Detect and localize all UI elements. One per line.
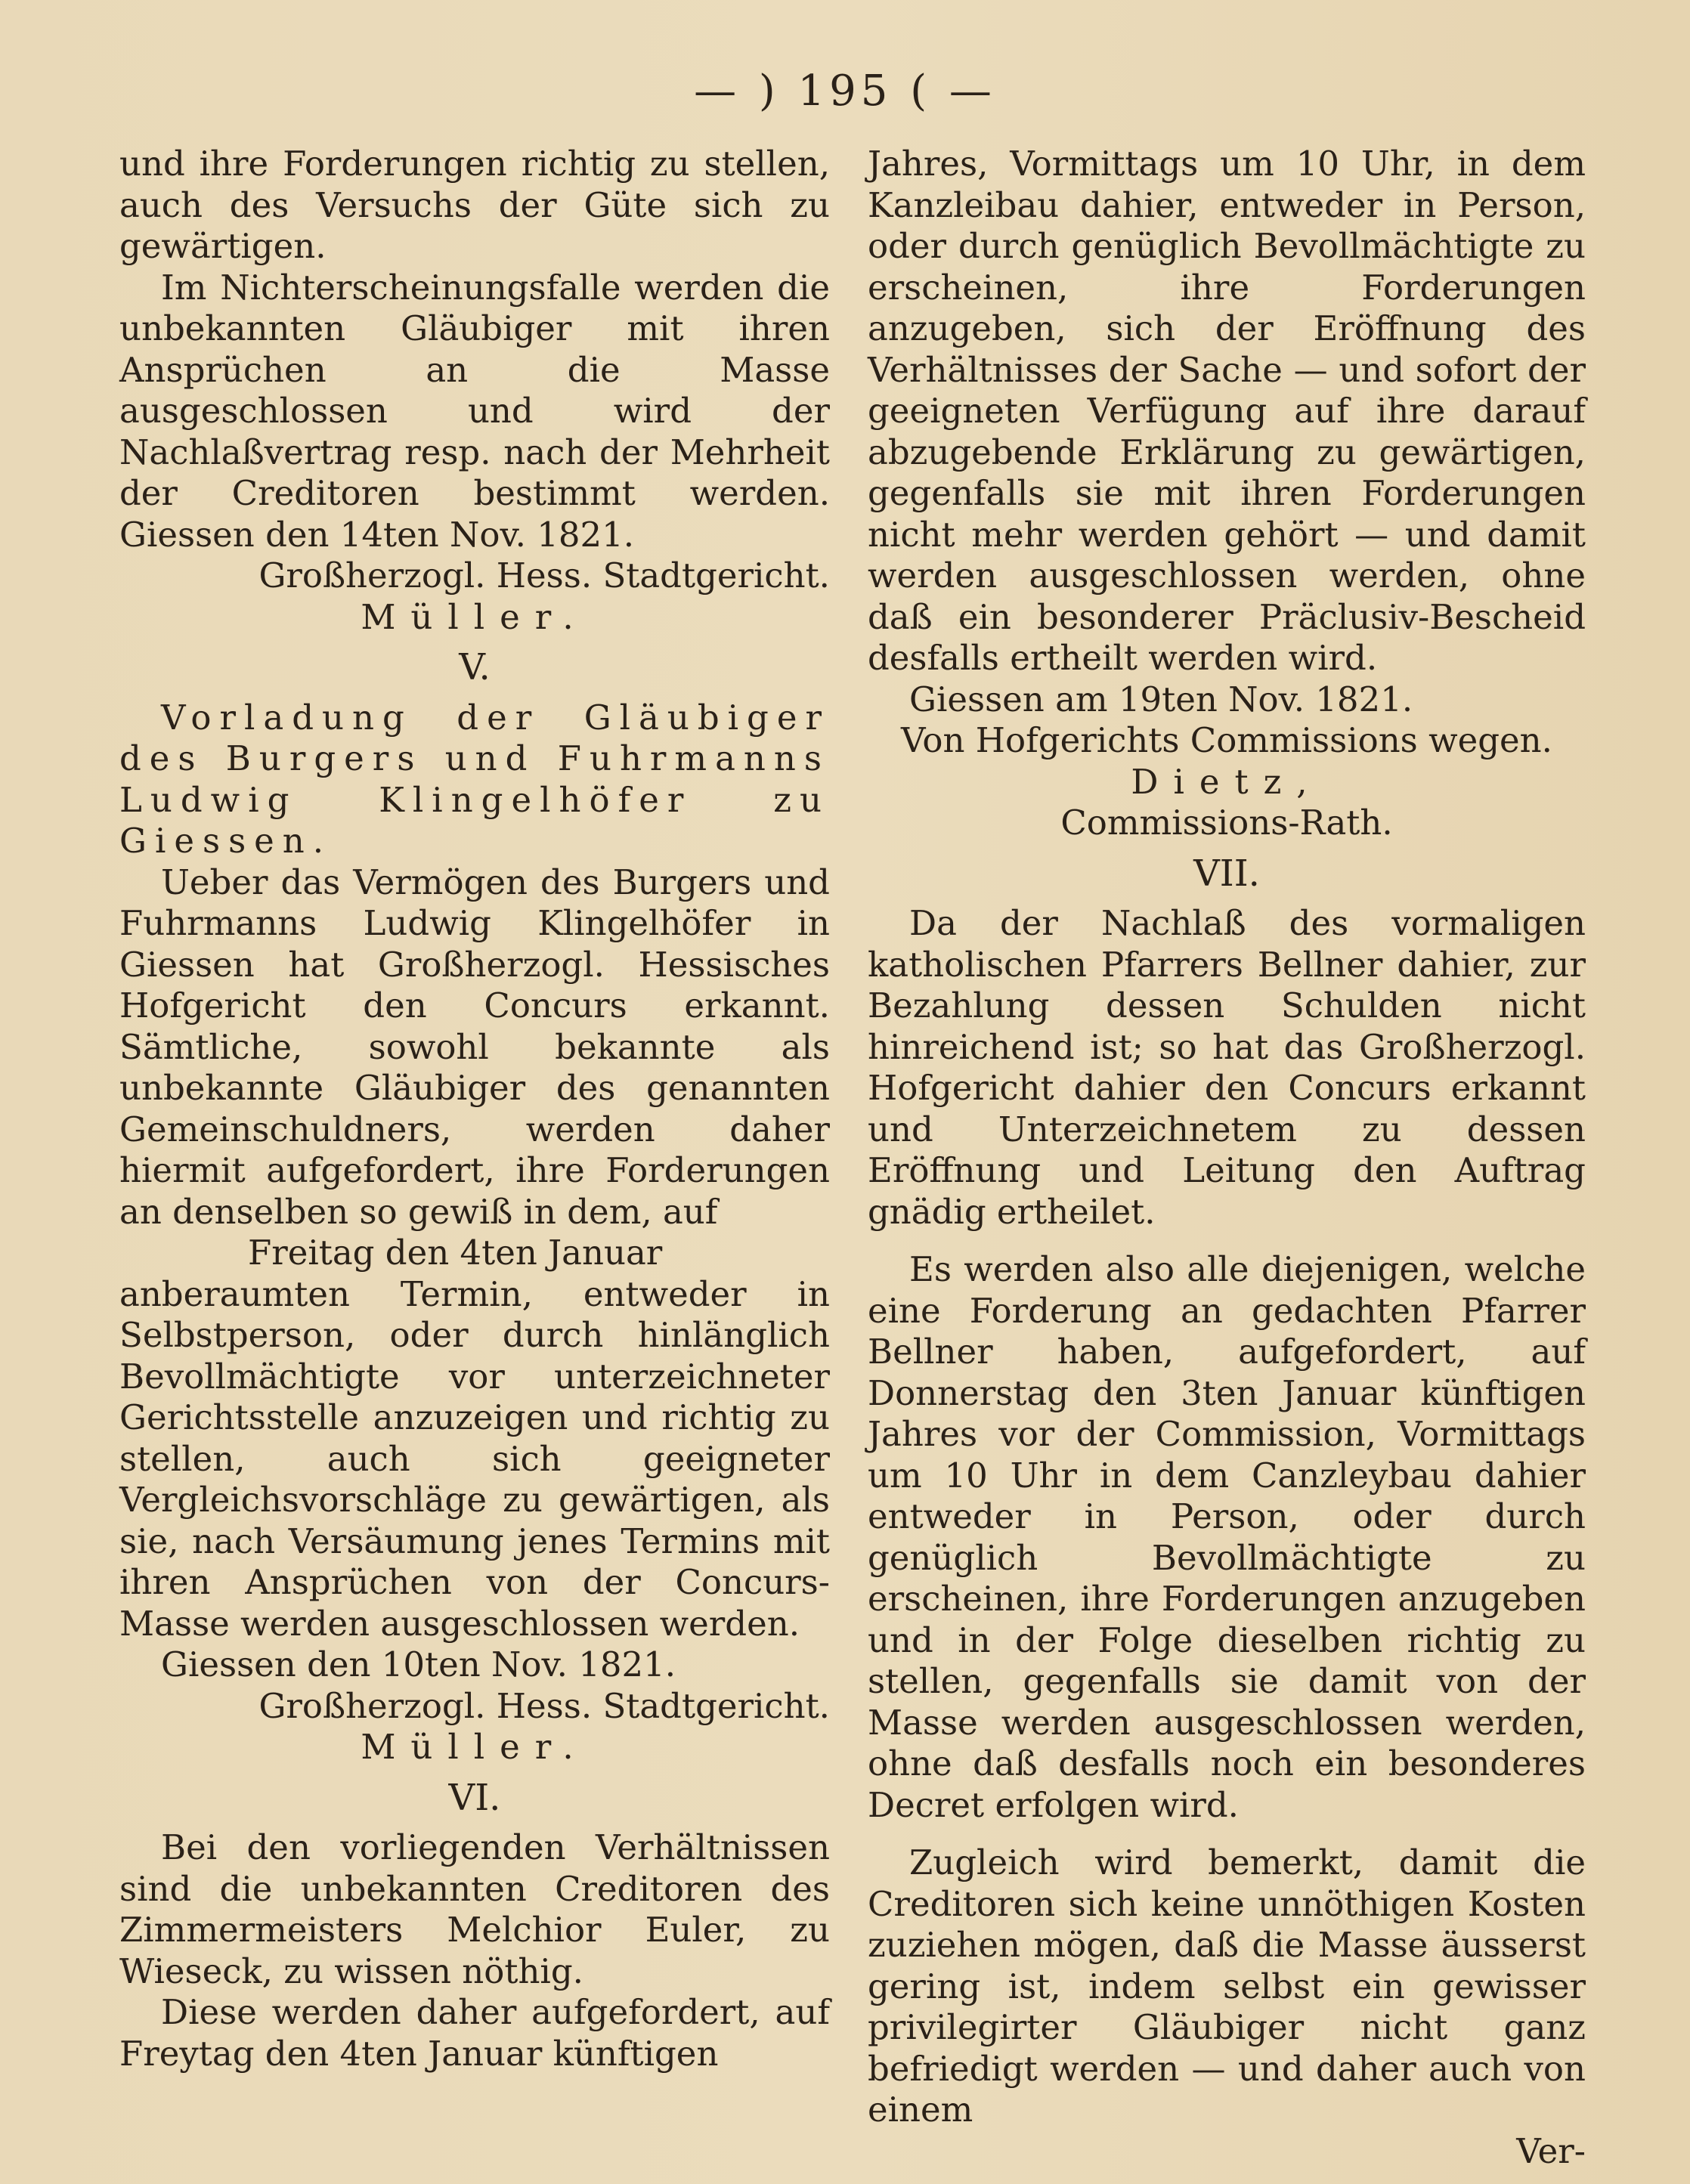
signature-name: Müller. [361, 1727, 589, 1767]
signature-authority: Von Hofgerichts Commissions wegen. [901, 720, 1552, 760]
signature-court: Großherzogl. Hess. Stadtgericht. [258, 555, 830, 595]
paragraph: Bei den vorliegenden Verhältnissen sind die unbekannten Creditoren des Zimmermeisters Melchior Euler, zu Wieseck, zu wissen nöthig. [119, 1827, 830, 1991]
page-header: — ) 195 ( — [694, 67, 996, 116]
right-column [868, 144, 1586, 2172]
section-heading: VI. [448, 1776, 501, 1819]
signature-name: Müller. [361, 596, 589, 637]
catchword: Ver- [1516, 2130, 1586, 2171]
section-title: Vorladung der Gläubiger des Burgers und Fuhrmanns Ludwig Klingelhöfer zu Giessen. [119, 697, 830, 861]
paragraph: Freitag den 4ten Januar [248, 1233, 663, 1273]
paragraph: Ueber das Vermögen des Burgers und Fuhrmanns Ludwig Klingelhöfer in Giessen hat Großherzogl. Hessisches Hofgericht den Concurs erkannt. Sämtliche, sowohl bekannte als unbekannte Gläubiger des genannten Gemeinschuldners, werden daher hiermit aufgefordert, ihre Forderungen an denselben so gewiß in dem, auf [119, 862, 830, 1232]
paragraph: Zugleich wird bemerkt, damit die Creditoren sich keine unnöthigen Kosten zuziehen mögen, daß die Masse äusserst gering ist, indem selbst ein gewisser privilegirter Gläubiger nicht ganz befriedigt werden — und daher auch von einem [868, 1842, 1586, 2130]
date-line: Giessen am 19ten Nov. 1821. [909, 679, 1413, 719]
paragraph: Da der Nachlaß des vormaligen katholischen Pfarrers Bellner dahier, zur Bezahlung dessen Schulden nicht hinreichend ist; so hat das Großherzogl. Hofgericht dahier den Concurs erkannt und Unterzeichnetem zu dessen Eröffnung und Leitung den Auftrag gnädig ertheilet. [868, 903, 1586, 1232]
paragraph: Es werden also alle diejenigen, welche eine Forderung an gedachten Pfarrer Bellner haben, aufgefordert, auf Donnerstag den 3ten Januar künftigen Jahres vor der Commission, Vormittags um 10 Uhr in dem Canzleybau dahier entweder in Person, oder durch genüglich Bevollmächtigte zu erscheinen, ihre Forderungen anzugeben und in der Folge dieselben richtig zu stellen, gegenfalls sie damit von der Masse werden ausgeschlossen werden, ohne daß desfalls noch ein besonderes Decret erfolgen wird. [868, 1249, 1586, 1825]
section-heading: VII. [1193, 852, 1260, 895]
signature-title: Commissions-Rath. [1060, 803, 1393, 843]
section-heading: V. [459, 646, 491, 688]
paragraph: und ihre Forderungen richtig zu stellen, auch des Versuchs der Güte sich zu gewärtigen. [119, 144, 830, 266]
paragraph: Diese werden daher aufgefordert, auf Freytag den 4ten Januar künftigen [119, 1992, 830, 2074]
paragraph: Im Nichterscheinungsfalle werden die unbekannten Gläubiger mit ihren Ansprüchen an die Masse ausgeschlossen und wird der Nachlaßvertrag resp. nach der Mehrheit der Creditoren bestimmt werden. Giessen den 14ten Nov. 1821. [119, 267, 830, 555]
paragraph: Jahres, Vormittags um 10 Uhr, in dem Kanzleibau dahier, entweder in Person, oder durch genüglich Bevollmächtigte zu erscheinen, ihre Forderungen anzugeben, sich der Eröffnung des Verhältnisses der Sache — und sofort der geeigneten Verfügung auf ihre darauf abzugebende Erklärung zu gewärtigen, gegenfalls sie mit ihren Forderungen nicht mehr werden gehört — und damit werden ausgeschlossen werden, ohne daß ein besonderer Präclusiv-Bescheid desfalls ertheilt werden wird. [868, 144, 1586, 678]
left-column [119, 144, 830, 2074]
signature-court: Großherzogl. Hess. Stadtgericht. [258, 1685, 830, 1726]
paragraph: anberaumten Termin, entweder in Selbstperson, oder durch hinlänglich Bevollmächtigte vor unterzeichneter Gerichtsstelle anzuzeigen und richtig zu stellen, auch sich geeigneter Vergleichsvorschläge zu gewärtigen, als sie, nach Versäumung jenes Termins mit ihren Ansprüchen von der Concurs-Masse werden ausgeschlossen werden. [119, 1273, 830, 1644]
signature-name: Dietz, [1131, 761, 1323, 802]
date-line: Giessen den 10ten Nov. 1821. [161, 1644, 676, 1684]
